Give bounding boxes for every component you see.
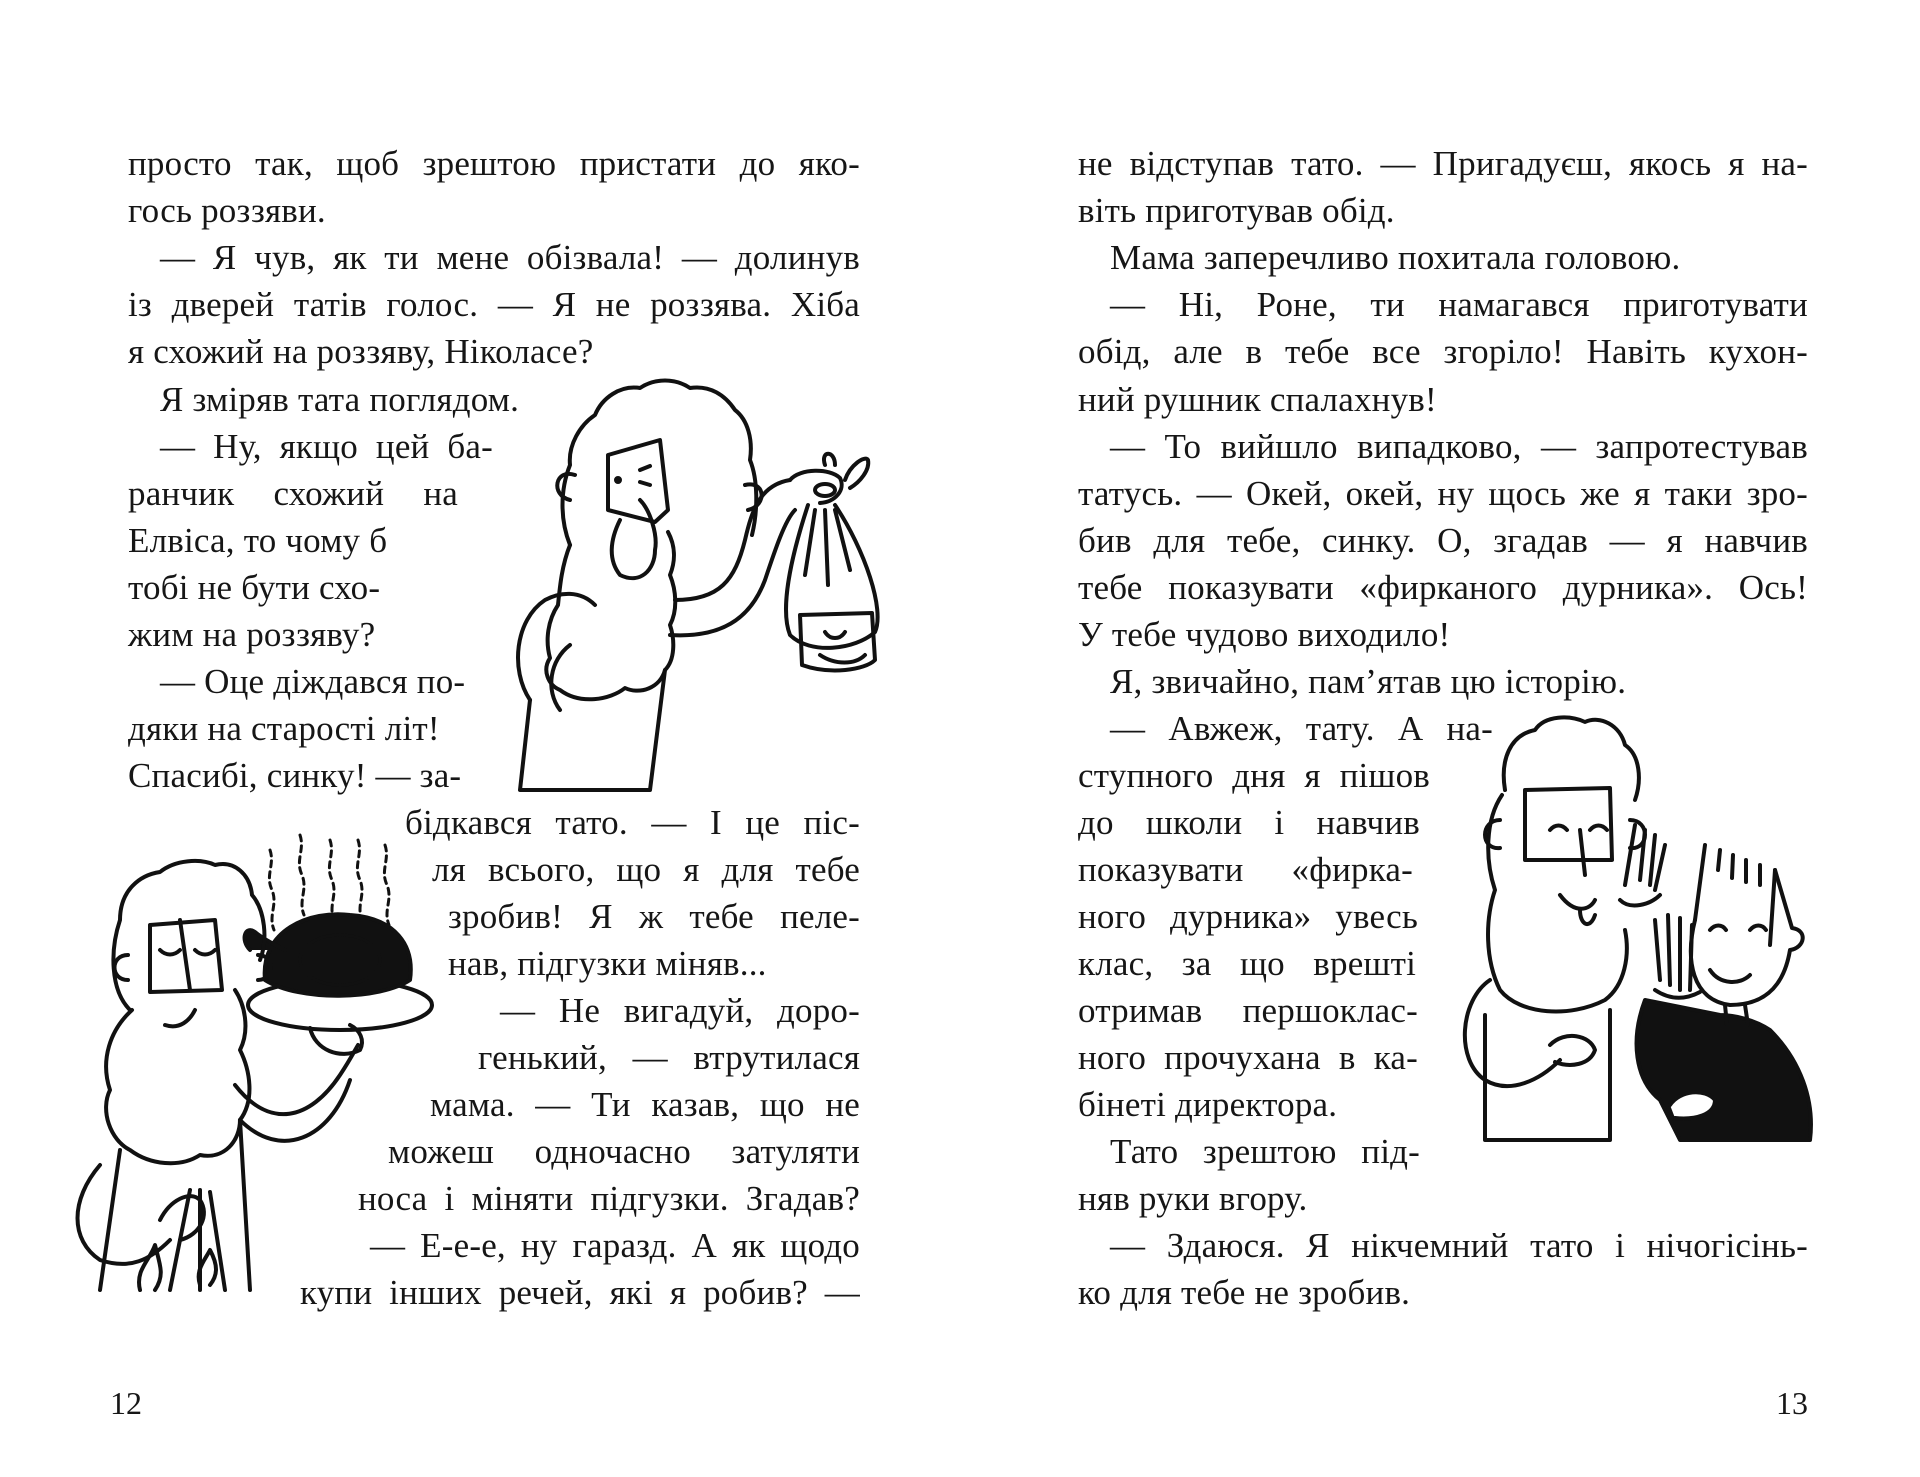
text-line: — Оце діждався по- <box>160 662 466 701</box>
text-line: ко для тебе не зробив. <box>1078 1273 1411 1312</box>
text-line: можеш одночасно затуляти <box>388 1132 860 1171</box>
text-line: віть приготував обід. <box>1078 191 1395 230</box>
text-line: — То вийшло випадково, — запротестував <box>1110 427 1808 466</box>
text-line: жим на роззяву? <box>128 615 376 654</box>
text-line: ранчик схожий на <box>128 474 458 513</box>
text-line: мама. — Ти казав, що не <box>430 1085 860 1124</box>
page-number-right: 13 <box>1776 1385 1808 1421</box>
text-line: до школи і навчив <box>1078 803 1420 842</box>
text-line: ступного дня я пішов <box>1078 756 1430 795</box>
text-line: отримав першоклас- <box>1078 991 1418 1030</box>
text-line: із дверей татів голос. — Я не роззява. Хіба <box>128 285 860 324</box>
text-line: бив для тебе, синку. О, згадав — я навчив <box>1078 521 1808 560</box>
text-line: — Здаюся. Я нікчемний тато і нічогісінь- <box>1110 1226 1808 1265</box>
text-line: тебе показувати «фирканого дурника». Ось! <box>1078 568 1808 607</box>
text-line: — Е-е-е, ну гаразд. А як щодо <box>370 1226 860 1265</box>
text-line: зробив! Я ж тебе пеле- <box>448 897 860 936</box>
dad-with-burnt-chicken-illustration <box>40 820 540 1320</box>
text-line: просто так, щоб зрештою пристати до яко- <box>128 144 860 183</box>
text-line: показувати «фирка- <box>1078 850 1413 889</box>
text-line: бідкався тато. — І це піс- <box>405 803 860 842</box>
text-line: Мама заперечливо похитала головою. <box>1110 238 1681 277</box>
page-number-left: 12 <box>110 1385 142 1421</box>
text-line: няв руки вгору. <box>1078 1179 1308 1218</box>
text-line: Елвіса, то чому б <box>128 521 388 560</box>
text-line: — Я чув, як ти мене обізвала! — долинув <box>160 238 860 277</box>
text-line: — Ну, якщо цей ба- <box>160 427 493 466</box>
text-line: — Не вигадуй, доро- <box>500 991 860 1030</box>
text-line: Тато зрештою під- <box>1110 1132 1420 1171</box>
dad-holding-nose-illustration <box>490 370 910 810</box>
text-line: дяки на старості літ! <box>128 709 440 748</box>
text-line: не відступав тато. — Пригадуєш, якось я на- <box>1078 144 1808 183</box>
text-line: — Авжеж, тату. А на- <box>1110 709 1493 748</box>
text-line: ля всього, що я для тебе <box>432 850 860 889</box>
text-line: я схожий на роззяву, Ніколасе? <box>128 332 594 371</box>
text-line: — Ні, Роне, ти намагався приготувати <box>1110 285 1808 324</box>
text-line: обід, але в тебе все згоріло! Навіть кухон- <box>1078 332 1808 371</box>
text-line: гось роззяви. <box>128 191 326 230</box>
text-line: ний рушник спалахнув! <box>1078 380 1437 419</box>
text-line: ного дурника» увесь <box>1078 897 1418 936</box>
text-line: генький, — втрутилася <box>478 1038 860 1077</box>
text-line: купи інших речей, які я робив? — <box>300 1273 860 1312</box>
text-line: тобі не бути схо- <box>128 568 381 607</box>
text-line: Я зміряв тата поглядом. <box>160 380 520 419</box>
text-line: Спасибі, синку! — за- <box>128 756 462 795</box>
text-line: нав, підгузки міняв... <box>448 944 767 983</box>
text-line: У тебе чудово виходило! <box>1078 615 1451 654</box>
text-line: бінеті директора. <box>1078 1085 1338 1124</box>
text-line: носа і міняти підгузки. Згадав? <box>358 1179 860 1218</box>
text-line: татусь. — Окей, окей, ну щось же я таки зро- <box>1078 474 1808 513</box>
text-line: ного прочухана в ка- <box>1078 1038 1418 1077</box>
text-line: Я, звичайно, пам’ятав цю історію. <box>1110 662 1627 701</box>
dad-and-son-funny-face-illustration <box>1430 700 1830 1160</box>
text-line: клас, за що врешті <box>1078 944 1416 983</box>
